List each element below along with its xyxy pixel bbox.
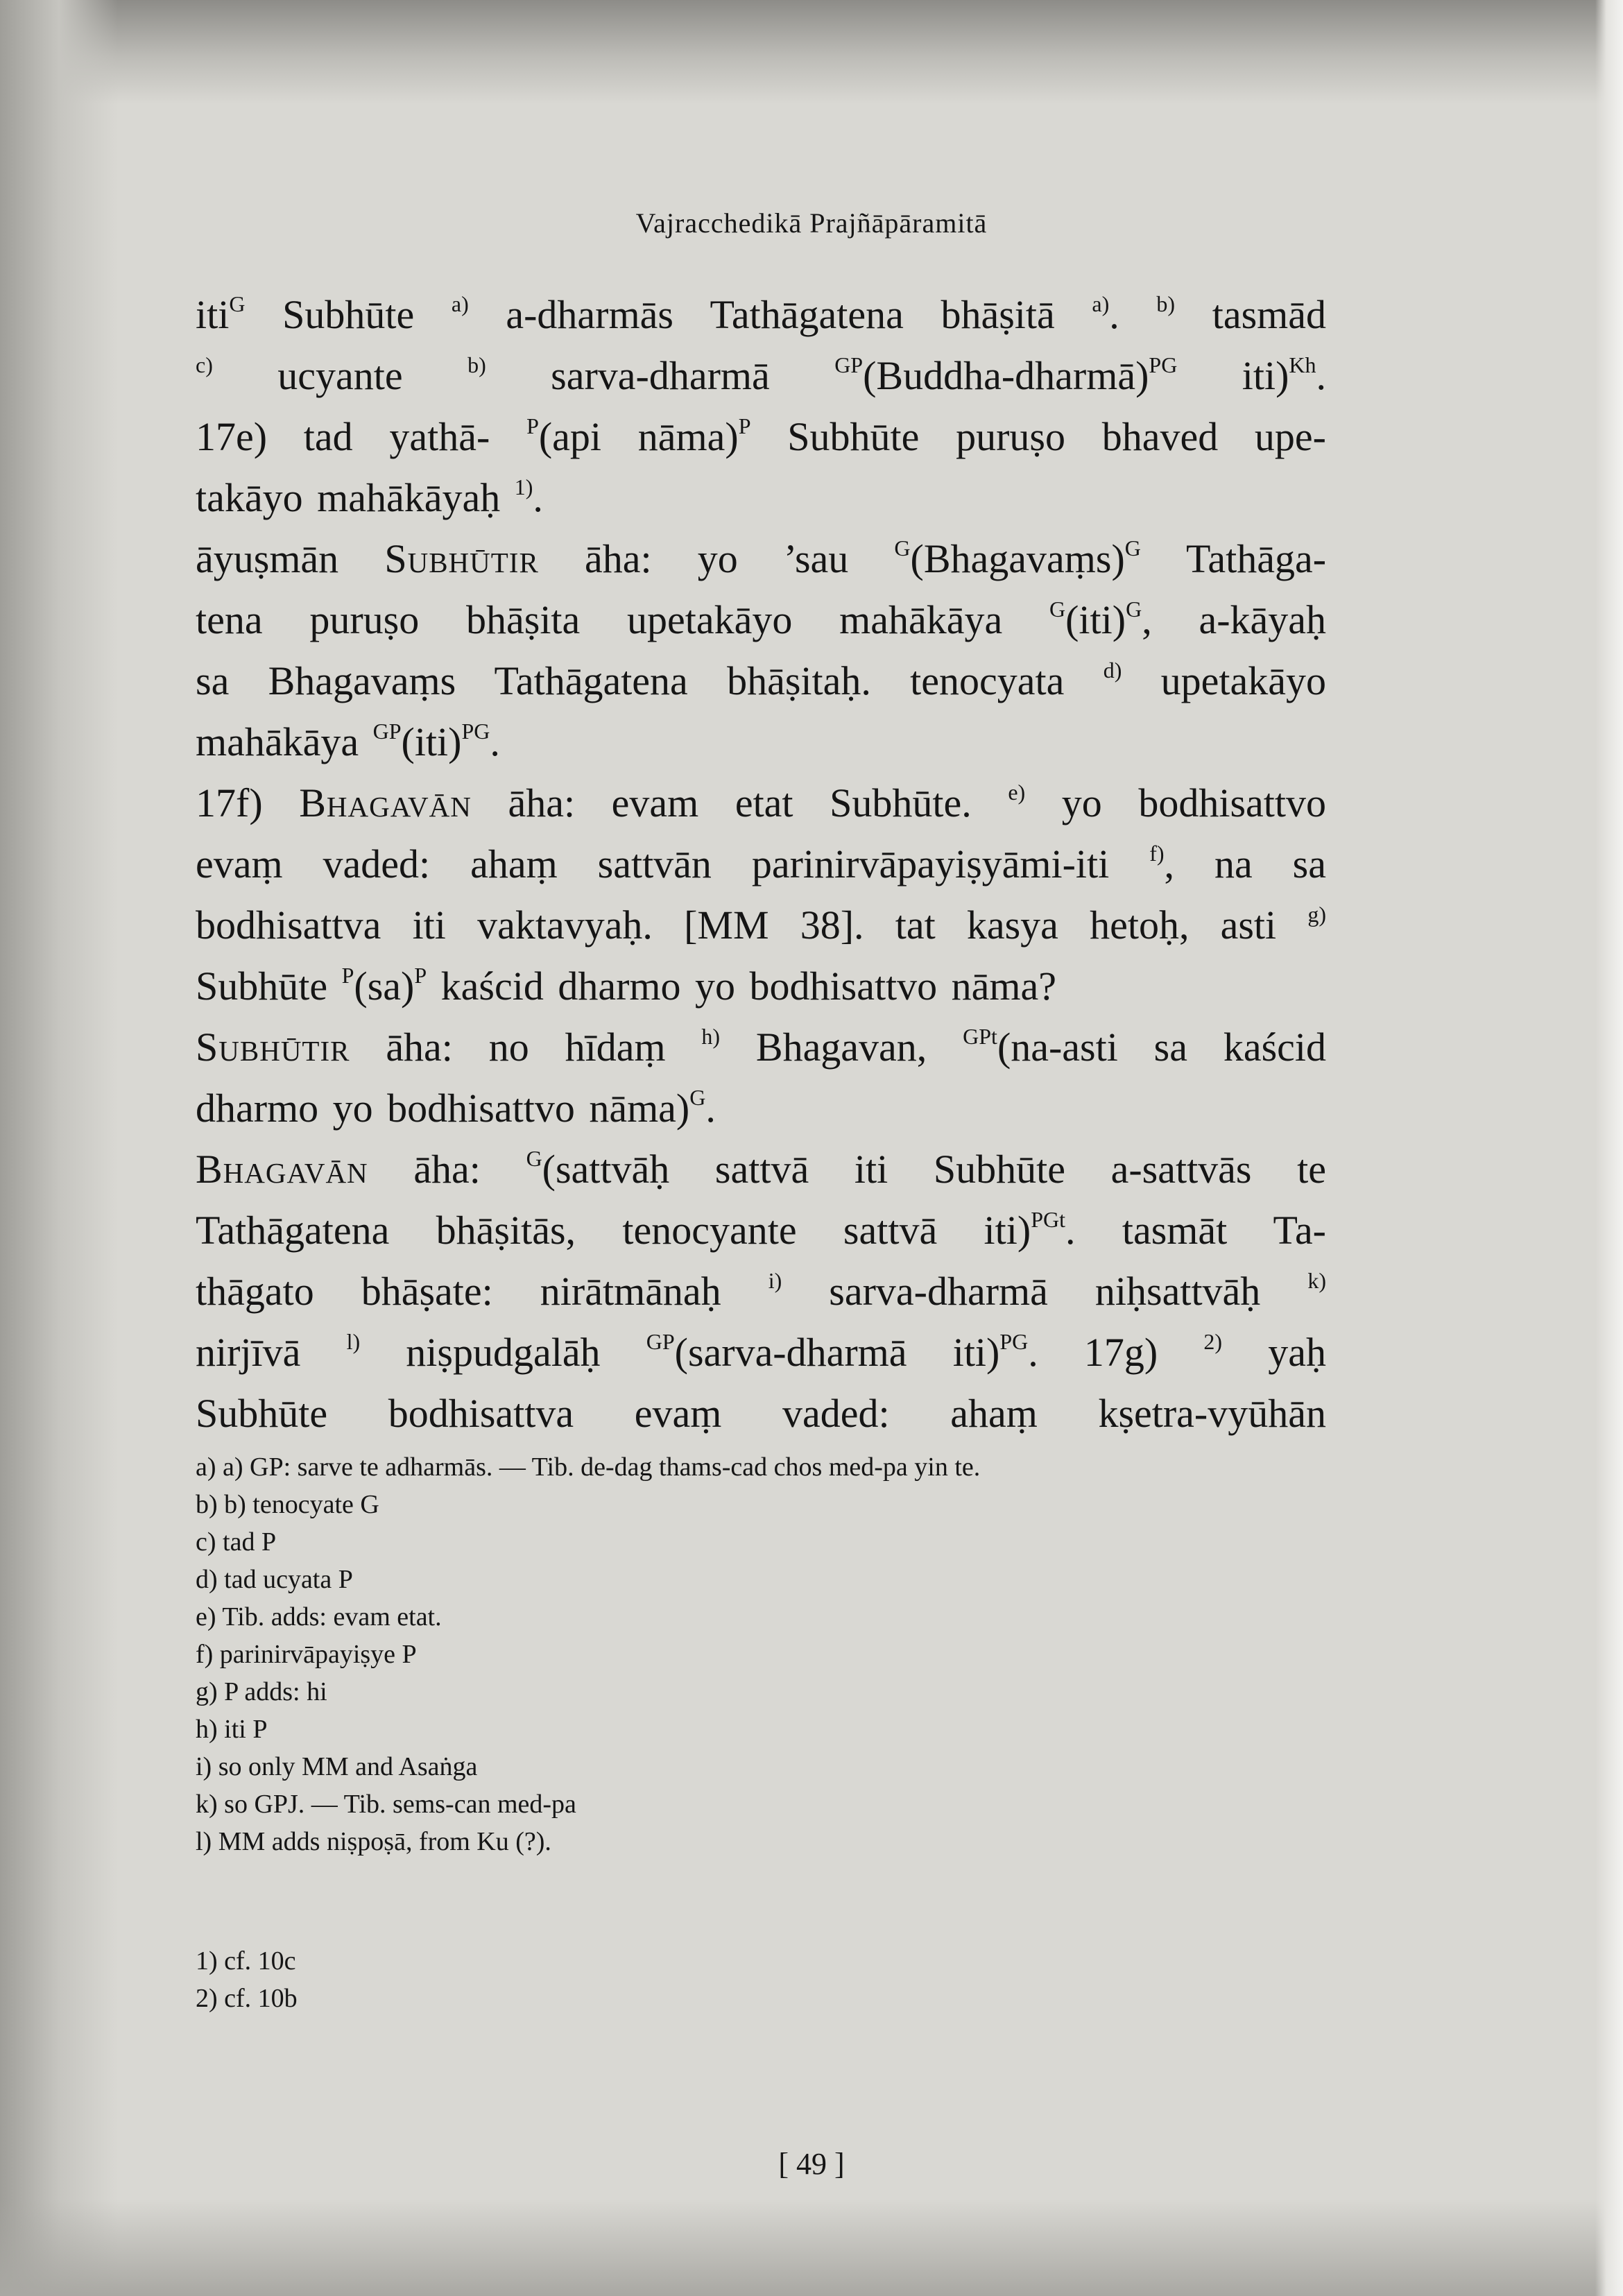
text-line-5: āyuṣmān Subhūtir āha: yo ’sau $^G$(Bhagavaṃs)$^G$ Tathāga-: [196, 536, 1327, 581]
footnotes: [196, 1448, 1375, 1860]
footnote-b: b) b) tenocyate G: [196, 1490, 379, 1519]
footnote-l: l) MM adds niṣpoṣā, from Ku (?).: [196, 1827, 551, 1856]
endnotes: [196, 1942, 1028, 2017]
page-number: [ 49 ]: [778, 2147, 845, 2181]
footnote-e: e) Tib. adds: evam etat.: [196, 1602, 442, 1631]
footnote-a: a) a) GP: sarve te adharmās. — Tib. de-dag thams-cad chos med-pa yin te.: [196, 1453, 981, 1482]
running-title: Vajracchedikā Prajñāpāramitā: [635, 207, 988, 239]
footnote-f: f) parinirvāpayiṣye P: [196, 1640, 417, 1669]
text-line-10: evaṃ vaded: ahaṃ sattvān parinirvāpayiṣyāmi-iti $^{f)}$, na sa: [196, 841, 1326, 886]
text-line-17: thāgato bhāṣate: nirātmānaḥ $^{i)}$ sarva-dharmā niḥsattvāḥ $^{k)}$: [196, 1268, 1326, 1314]
text-line-13: Subhūtir āha: no hīdaṃ $^{h)}$ Bhagavan, $^{GPt}$(na-asti sa kaścid: [196, 1024, 1327, 1070]
footnote-h: h) iti P: [196, 1715, 268, 1744]
text-line-18: nirjīvā $^{l)}$ niṣpudgalāḥ $^{GP}$(sarva-dharmā iti)$^{PG}$. 17g) $^{2)}$ yaḥ: [196, 1329, 1326, 1375]
footnote-g: g) P adds: hi: [196, 1677, 327, 1706]
text-line-15: Bhagavān āha: $^G$(sattvāḥ sattvā iti Subhūte a-sattvās te: [196, 1146, 1326, 1192]
footnote-k: k) so GPJ. — Tib. sems-can med-pa: [196, 1790, 576, 1819]
footnote-i: i) so only MM and Asaṅga: [196, 1752, 478, 1781]
text-line-19: Subhūte bodhisattva evaṃ vaded: ahaṃ kṣetra-vyūhān: [196, 1391, 1326, 1436]
main-text: [196, 284, 1326, 1444]
text-line-2: $^{c)}$ ucyante $^{b)}$ sarva-dharmā $^{GP}$(Buddha-dharmā)$^{PG}$ iti)$^{Kh}$.: [196, 352, 1326, 398]
text-line-12: Subhūte $^P$(sa)$^P$ kaścid dharmo yo bodhisattvo nāma?: [196, 963, 1057, 1009]
text-line-7: sa Bhagavaṃs Tathāgatena bhāṣitaḥ. tenocyata $^{d)}$ upetakāyo: [196, 658, 1327, 703]
text-line-16: Tathāgatena bhāṣitās, tenocyante sattvā iti)$^{PGt}$. tasmāt Ta-: [196, 1207, 1326, 1253]
text-line-4: takāyo mahākāyaḥ $^{1)}$.: [196, 474, 543, 520]
footnote-c: c) tad P: [196, 1527, 277, 1557]
text-line-6: tena puruṣo bhāṣita upetakāyo mahākāya $^G$(iti)$^G$, a-kāyaḥ: [196, 597, 1327, 642]
text-line-8: mahākāya $^{GP}$(iti)$^{PG}$.: [196, 719, 500, 764]
text-line-3: 17e) tad yathā- $^P$(api nāma)$^P$ Subhūte puruṣo bhaved upe-: [196, 413, 1326, 459]
endnote-1: 1) cf. 10c: [196, 1946, 296, 1976]
text-line-14: dharmo yo bodhisattvo nāma)$^G$.: [196, 1085, 716, 1131]
text-line-9: 17f) Bhagavān āha: evam etat Subhūte. $^{e)}$ yo bodhisattvo: [196, 780, 1326, 825]
footnote-d: d) tad ucyata P: [196, 1565, 353, 1594]
text-line-1: iti$^G$ Subhūte $^{a)}$ a-dharmās Tathāgatena bhāṣitā $^{a)}$. $^{b)}$ tasmād: [196, 291, 1327, 337]
endnote-2: 2) cf. 10b: [196, 1984, 298, 2013]
text-line-11: bodhisattva iti vaktavyaḥ. [MM 38]. tat kasya hetoḥ, asti $^{g)}$: [196, 902, 1326, 948]
